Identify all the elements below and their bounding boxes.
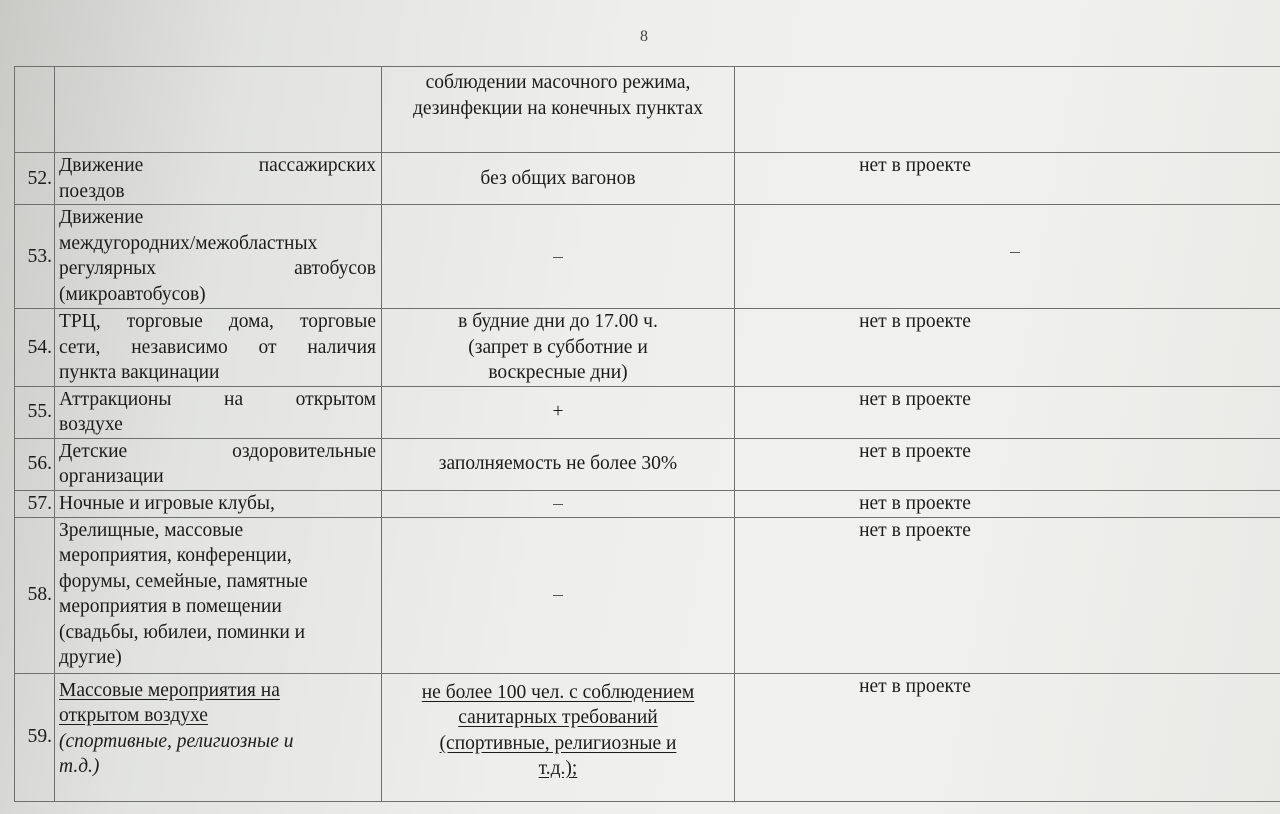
measure-name bbox=[55, 386, 382, 438]
measure-name bbox=[55, 673, 382, 801]
condition-line: т.д.); bbox=[538, 758, 578, 779]
project-status: нет в проекте bbox=[859, 311, 971, 332]
row-number: 58. bbox=[15, 517, 55, 673]
measure-name-line: (спортивные, религиозные и bbox=[59, 730, 294, 752]
measure-name-line: ТРЦ, торговые дома, торговые bbox=[59, 311, 376, 332]
measure-name-line: организации bbox=[59, 466, 164, 487]
condition-cell: – bbox=[382, 490, 735, 517]
row-number bbox=[15, 67, 55, 153]
project-cell bbox=[735, 205, 1280, 309]
page-number: 8 bbox=[640, 28, 648, 45]
condition-cell bbox=[382, 673, 735, 801]
measure-name bbox=[55, 205, 382, 309]
row-number: 52. bbox=[15, 153, 55, 205]
measure-name-line: пункта вакцинации bbox=[59, 362, 220, 383]
measure-name-line: поездов bbox=[59, 180, 125, 202]
table-row bbox=[15, 438, 1280, 490]
project-status: нет в проекте bbox=[859, 492, 971, 514]
project-cell bbox=[735, 386, 1280, 438]
condition-line: не более 100 чел. с соблюдением bbox=[421, 681, 695, 703]
condition-line: (запрет в субботние и bbox=[468, 336, 648, 358]
project-cell bbox=[735, 67, 1280, 153]
row-number: 57. bbox=[15, 490, 55, 517]
condition-cell: + bbox=[382, 386, 735, 438]
project-status: нет в проекте bbox=[859, 155, 971, 176]
table-row bbox=[15, 153, 1280, 205]
measure-name-line: открытом воздухе bbox=[59, 705, 208, 726]
measure-name-line: (свадьбы, юбилеи, поминки и bbox=[59, 621, 306, 643]
condition-line: в будние дни до 17.00 ч. bbox=[458, 311, 658, 332]
measure-name-line: мероприятия, конференции, bbox=[59, 545, 292, 566]
measure-name bbox=[55, 517, 382, 673]
measure-name bbox=[55, 438, 382, 490]
condition-line: воскресные дни) bbox=[488, 362, 628, 383]
row-number: 59. bbox=[15, 673, 55, 801]
project-status: нет в проекте bbox=[859, 440, 971, 462]
measure-name-line: Зрелищные, массовые bbox=[59, 519, 244, 541]
condition-line: санитарных требований bbox=[458, 707, 658, 728]
table-row bbox=[15, 517, 1280, 673]
measure-name-line: регулярных автобусов bbox=[59, 258, 376, 279]
measure-name-line: Массовые мероприятия на bbox=[59, 679, 280, 701]
condition-cell: заполняемость не более 30% bbox=[382, 438, 735, 490]
condition-cell bbox=[382, 309, 735, 387]
measure-name-line: (микроавтобусов) bbox=[59, 283, 206, 305]
project-cell bbox=[735, 517, 1280, 673]
project-cell bbox=[735, 438, 1280, 490]
project-cell bbox=[735, 309, 1280, 387]
measure-name bbox=[55, 153, 382, 205]
measure-name-line: другие) bbox=[59, 647, 122, 668]
condition-text: соблюдении масочного режима, дезинфекции на конечных пунктах bbox=[412, 72, 704, 119]
measure-name-line: мероприятия в помещении bbox=[59, 596, 282, 617]
row-number: 53. bbox=[15, 205, 55, 309]
measure-name-line: т.д.) bbox=[59, 756, 100, 777]
measure-name-line: Движение пассажирских bbox=[59, 155, 376, 176]
project-cell bbox=[735, 490, 1280, 517]
row-number: 54. bbox=[15, 309, 55, 387]
row-number: 55. bbox=[15, 386, 55, 438]
project-status: – bbox=[1010, 241, 1020, 262]
project-status: нет в проекте bbox=[859, 388, 971, 410]
row-number: 56. bbox=[15, 438, 55, 490]
table-row bbox=[15, 490, 1280, 517]
measure-name: Ночные и игровые клубы, bbox=[55, 490, 382, 517]
condition-cell bbox=[382, 67, 735, 153]
measure-name-line: Аттракционы на открытом bbox=[59, 388, 376, 410]
project-status: нет в проекте bbox=[859, 519, 971, 541]
table-row bbox=[15, 67, 1280, 153]
measure-name-line: сети, независимо от наличия bbox=[59, 336, 376, 358]
table-row bbox=[15, 673, 1280, 801]
condition-cell: без общих вагонов bbox=[382, 153, 735, 205]
condition-line: (спортивные, религиозные и bbox=[439, 732, 677, 754]
measure-name-line: Детские оздоровительные bbox=[59, 440, 376, 462]
measure-name-line: Движение bbox=[59, 207, 144, 228]
table-row bbox=[15, 205, 1280, 309]
project-cell bbox=[735, 153, 1280, 205]
measure-name-line: междугородних/межобластных bbox=[59, 232, 318, 254]
measures-table bbox=[14, 66, 1280, 802]
project-cell bbox=[735, 673, 1280, 801]
condition-cell: – bbox=[382, 517, 735, 673]
measure-name-line: форумы, семейные, памятные bbox=[59, 570, 308, 592]
measure-name bbox=[55, 309, 382, 387]
table-row bbox=[15, 386, 1280, 438]
measure-name-line: воздухе bbox=[59, 414, 123, 435]
condition-cell: – bbox=[382, 205, 735, 309]
project-status: нет в проекте bbox=[859, 675, 971, 697]
table-row bbox=[15, 309, 1280, 387]
measure-name bbox=[55, 67, 382, 153]
